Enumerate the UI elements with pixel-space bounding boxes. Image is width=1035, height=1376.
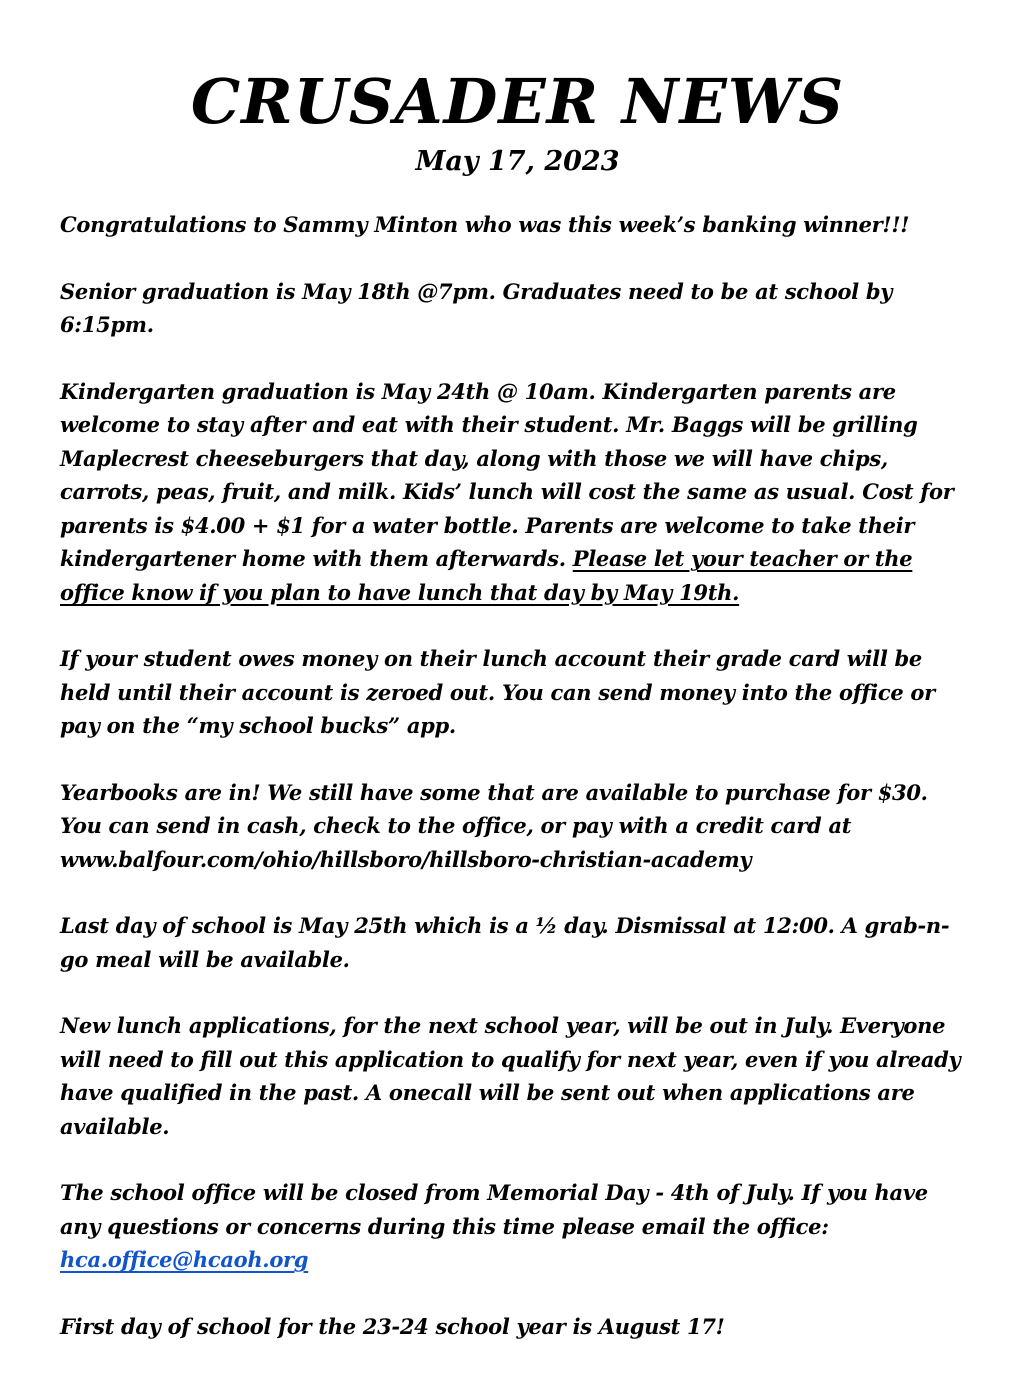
newsletter-title: CRUSADER NEWS — [190, 65, 845, 138]
office-email-link[interactable]: hca.office@hcaoh.org — [60, 1247, 309, 1272]
lunch-applications-text-start: New lunch applications, for the next school year, will be out in July. — [60, 1013, 841, 1038]
newsletter-date: May 17, 2023 — [415, 146, 620, 177]
lunch-rsvp-notice: Please let your teacher or the office know if you plan to have lunch that day by May 19th. — [60, 546, 913, 605]
banking-winner-announcement: Congratulations to Sammy Minton who was this week’s banking winner!!! — [60, 212, 910, 237]
lunch-applications-announcement — [60, 1009, 970, 1143]
first-day-announcement: First day of school for the 23-24 school year is August 17! — [60, 1313, 725, 1339]
kindergarten-graduation-text: Kindergarten graduation is May 24th @ 10am. Kindergarten parents are welcome to stay after and eat with their student. Mr. Baggs will be grilling Maplecrest cheeseburgers that day, along with those we will have chips, carrots, peas, fruit, and milk. Kids’ lunch will cost the same as usual. Cost for parents is $4.00 + $1 for a water bottle. Parents are welcome to take their kindergartener home with them afterwards. — [60, 378, 954, 571]
yearbook-announcement: Yearbooks are in! We still have some that are available to purchase for $30. You can send in cash, check to the office, or pay with a credit card at www.balfour.com/ohio/hillsboro/hillsboro-christian-academy — [60, 779, 928, 872]
kindergarten-graduation-announcement — [60, 375, 970, 610]
newsletter-body — [60, 208, 970, 1376]
lunch-applications-text-end: will need to fill out this application to qualify for next year, even if you already have qualified in the past. A onecall will be sent out when applications are available. — [60, 1046, 961, 1139]
last-day-announcement: Last day of school is May 25th which is a ½ day. Dismissal at 12:00. A grab-n-go meal will be available. — [60, 913, 950, 972]
senior-graduation-announcement: Senior graduation is May 18th @7pm. Graduates need to be at school by 6:15pm. — [60, 278, 893, 337]
office-closure-announcement — [60, 1176, 970, 1277]
lunch-account-notice: If your student owes money on their lunch account their grade card will be held until their account is zeroed out. You can send money into the office or pay on the “my school bucks” app. — [60, 646, 935, 738]
office-closure-text: The school office will be closed from Memorial Day - 4th of July. If you have any questions or concerns during this time please email the office: — [60, 1180, 928, 1239]
everyone-emphasis: Everyone — [840, 1013, 946, 1038]
